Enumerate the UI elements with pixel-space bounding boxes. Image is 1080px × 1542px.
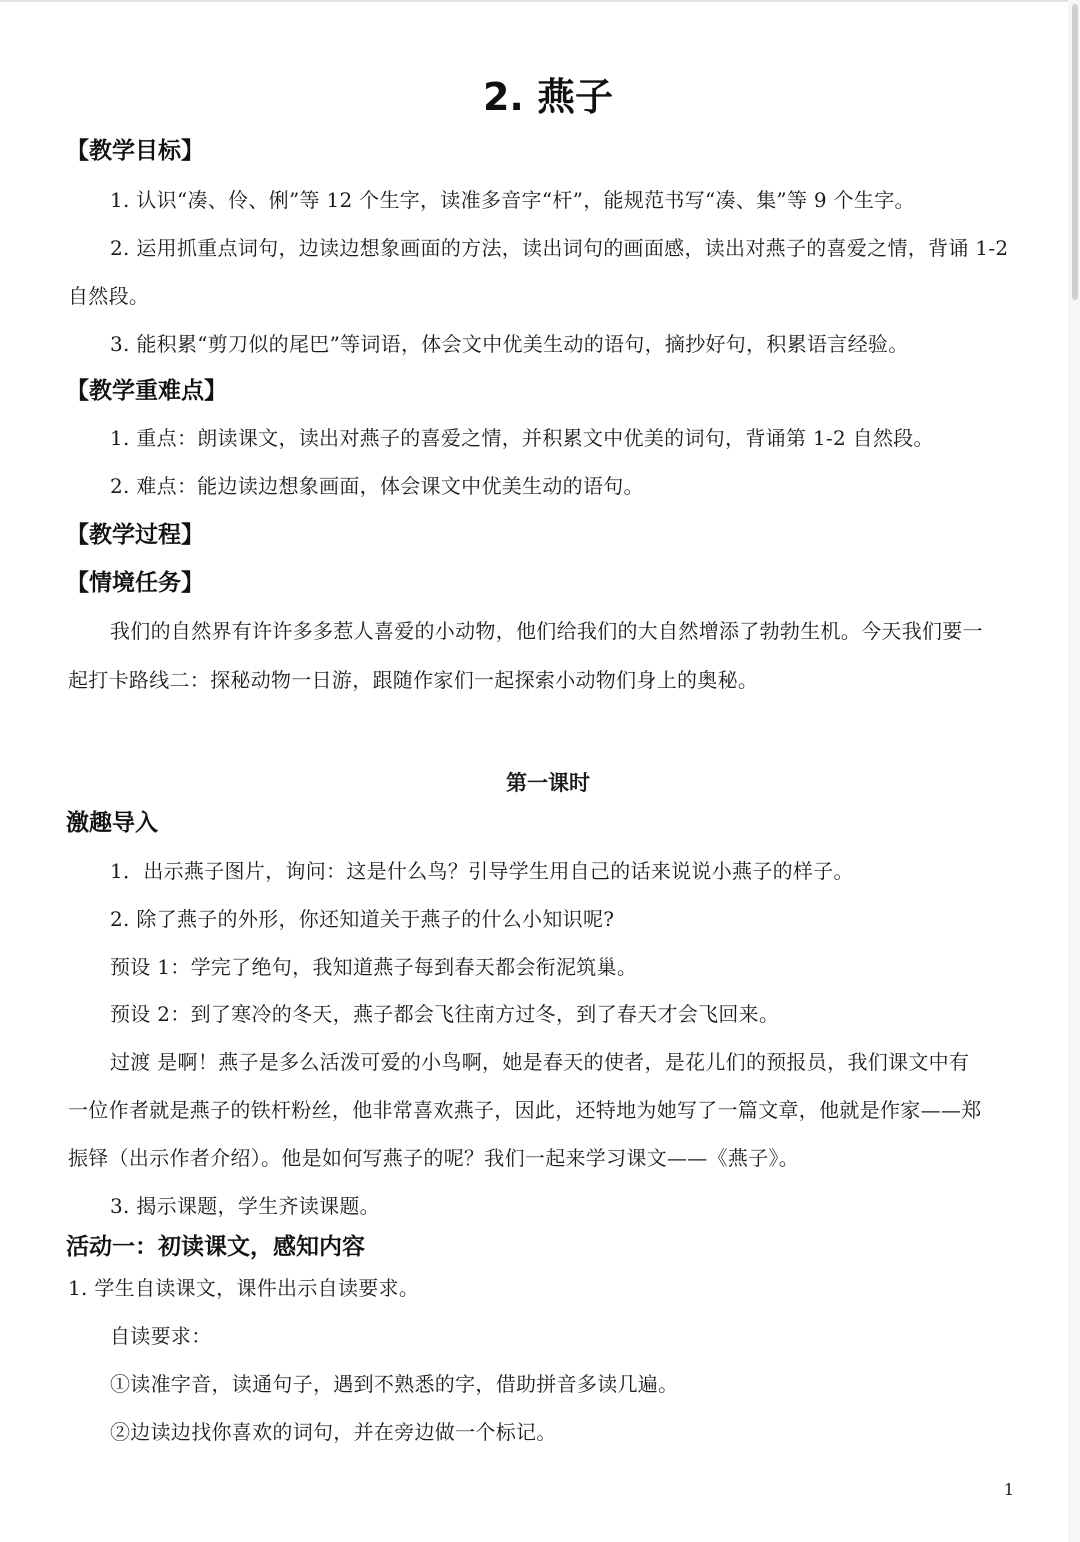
- intro-line: 振铎（出示作者介绍）。他是如何写燕子的呢？我们一起来学习课文——《燕子》。: [68, 1146, 800, 1170]
- document-title: 2. 燕子: [482, 75, 614, 119]
- heading-activity-one: 活动一：初读课文，感知内容: [66, 1234, 365, 1260]
- heading-key-points: 【教学重难点】: [66, 378, 227, 404]
- intro-line: 一位作者就是燕子的铁杆粉丝，他非常喜欢燕子，因此，还特地为她写了一篇文章，他就是作家——郑: [68, 1098, 982, 1122]
- intro-line: 过渡 是啊！燕子是多么活泼可爱的小鸟啊，她是春天的使者，是花儿们的预报员，我们课文中有: [110, 1050, 970, 1074]
- page-number: 1: [1003, 1480, 1014, 1499]
- activity-line: 1. 学生自读课文，课件出示自读要求。: [68, 1276, 420, 1300]
- situation-line: 我们的自然界有许许多多惹人喜爱的小动物，他们给我们的大自然增添了勃勃生机。今天我们要一: [110, 619, 983, 643]
- intro-line: 3. 揭示课题，学生齐读课题。: [110, 1194, 380, 1218]
- heading-intro: 激趣导入: [66, 810, 158, 836]
- situation-line: 起打卡路线二：探秘动物一日游，跟随作家们一起探索小动物们身上的奥秘。: [68, 668, 759, 692]
- intro-line: 预设 2：到了寒冷的冬天，燕子都会飞往南方过冬，到了春天才会飞回来。: [110, 1002, 780, 1026]
- intro-line: 预设 1：学完了绝句，我知道燕子每到春天都会衔泥筑巢。: [110, 955, 638, 979]
- heading-teaching-goals: 【教学目标】: [66, 138, 204, 164]
- intro-line: 1．出示燕子图片，询问：这是什么鸟？引导学生用自己的话来说说小燕子的样子。: [110, 859, 854, 883]
- activity-line: ②边读边找你喜欢的词句，并在旁边做一个标记。: [110, 1420, 557, 1444]
- heading-teaching-process: 【教学过程】: [66, 522, 204, 548]
- scrollbar-thumb[interactable]: [1072, 4, 1078, 300]
- intro-line: 2. 除了燕子的外形，你还知道关于燕子的什么小知识呢?: [110, 907, 615, 931]
- goal-line: 1. 认识“凑、伶、俐”等 12 个生字，读准多音字“杆”，能规范书写“凑、集”等 9 个生字。: [110, 188, 915, 212]
- key-point-line: 2. 难点：能边读边想象画面，体会课文中优美生动的语句。: [110, 474, 644, 498]
- lesson-heading: 第一课时: [506, 771, 590, 795]
- goal-line: 3. 能积累“剪刀似的尾巴”等词语，体会文中优美生动的语句，摘抄好句，积累语言经验。: [110, 332, 909, 356]
- activity-line: 自读要求：: [110, 1324, 212, 1348]
- goal-line: 自然段。: [68, 284, 150, 308]
- goal-line: 2. 运用抓重点词句，边读边想象画面的方法，读出词句的画面感，读出对燕子的喜爱之情，背诵 1-2: [110, 236, 1009, 260]
- heading-situation-task: 【情境任务】: [66, 570, 204, 596]
- activity-line: ①读准字音，读通句子，遇到不熟悉的字，借助拼音多读几遍。: [110, 1372, 679, 1396]
- key-point-line: 1. 重点：朗读课文，读出对燕子的喜爱之情，并积累文中优美的词句，背诵第 1-2 自然段。: [110, 426, 934, 450]
